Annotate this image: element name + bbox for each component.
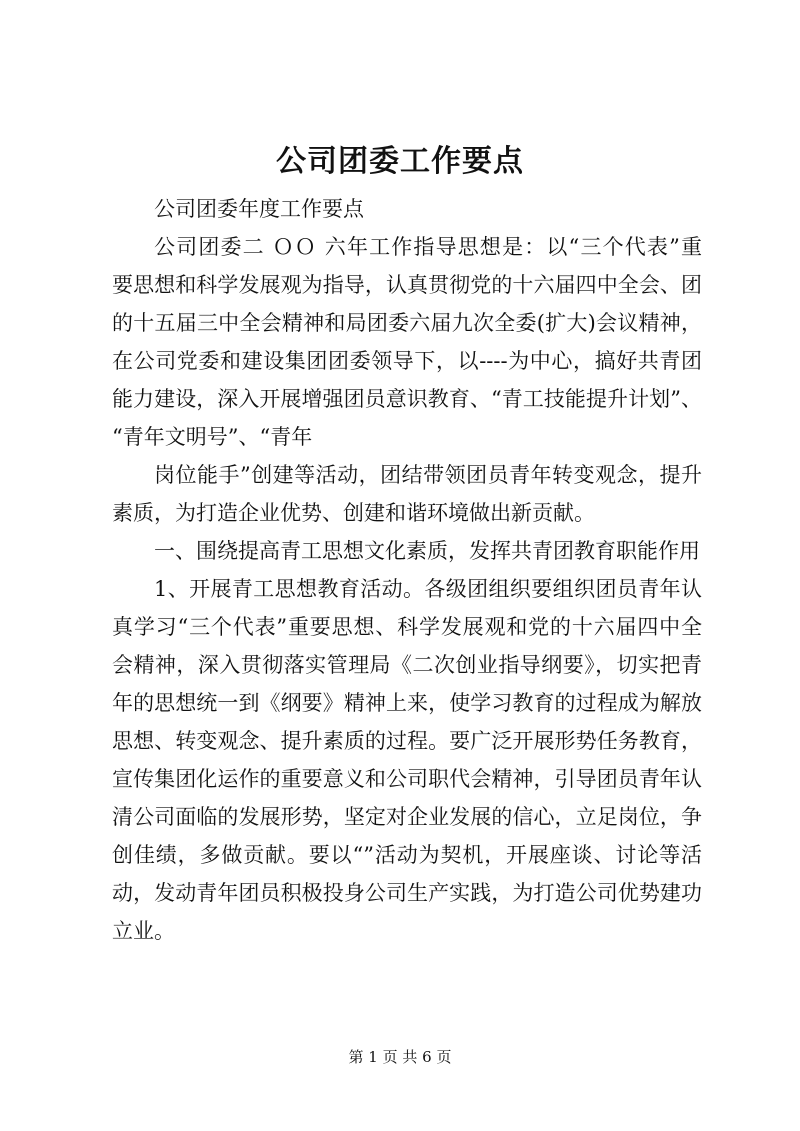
paragraph-line: 宣传集团化运作的重要意义和公司职代会精神，引导团员青年认 [112,767,702,791]
paragraph-line: 1、开展青工思想教育活动。各级团组织要组织团员青年认 [154,577,702,601]
body-paragraph [112,570,702,950]
paragraph-line: 动，发动青年团员积极投身公司生产实践，为打造公司优势建功 [112,881,702,905]
paragraph-line: 公司团委年度工作要点 [154,197,364,221]
paragraph-line: 在公司党委和建设集团团委领导下，以----为中心，搞好共青团 [112,349,702,373]
paragraph-line: 立业。 [112,919,175,943]
body-paragraph [112,228,702,456]
paragraph-line: 思想、转变观念、提升素质的过程。要广泛开展形势任务教育， [112,729,702,753]
paragraph-line: 公司团委二 ＯＯ 六年工作指导思想是：以“三个代表”重 [154,235,702,259]
body-paragraph [112,456,702,532]
paragraph-line: 素质，为打造企业优势、创建和谐环境做出新贡献。 [112,501,595,525]
paragraph-line: 会精神，深入贯彻落实管理局《二次创业指导纲要》，切实把青 [112,653,702,677]
page-number-footer: 第 1 页 共 6 页 [348,1048,452,1066]
paragraph-line: 年的思想统一到《纲要》精神上来，使学习教育的过程成为解放 [112,691,702,715]
paragraph-line: “青年文明号”、“青年 [112,425,313,449]
body-paragraph [112,190,702,228]
body-paragraph [112,532,702,570]
document-title: 公司团委工作要点 [276,144,524,179]
paragraph-line: 岗位能手”创建等活动，团结带领团员青年转变观念，提升 [154,463,702,487]
paragraph-line: 要思想和科学发展观为指导，认真贯彻党的十六届四中全会、团 [112,273,702,297]
document-body [112,190,702,950]
paragraph-line: 创佳绩，多做贡献。要以“”活动为契机，开展座谈、讨论等活 [112,843,702,867]
paragraph-line: 清公司面临的发展形势，坚定对企业发展的信心，立足岗位，争 [112,805,702,829]
paragraph-line: 的十五届三中全会精神和局团委六届九次全委(扩大)会议精神， [112,311,702,335]
paragraph-line: 能力建设，深入开展增强团员意识教育、“青工技能提升计划”、 [112,387,702,411]
paragraph-line: 一、围绕提高青工思想文化素质，发挥共青团教育职能作用 [154,539,700,563]
paragraph-line: 真学习“三个代表”重要思想、科学发展观和党的十六届四中全 [112,615,702,639]
